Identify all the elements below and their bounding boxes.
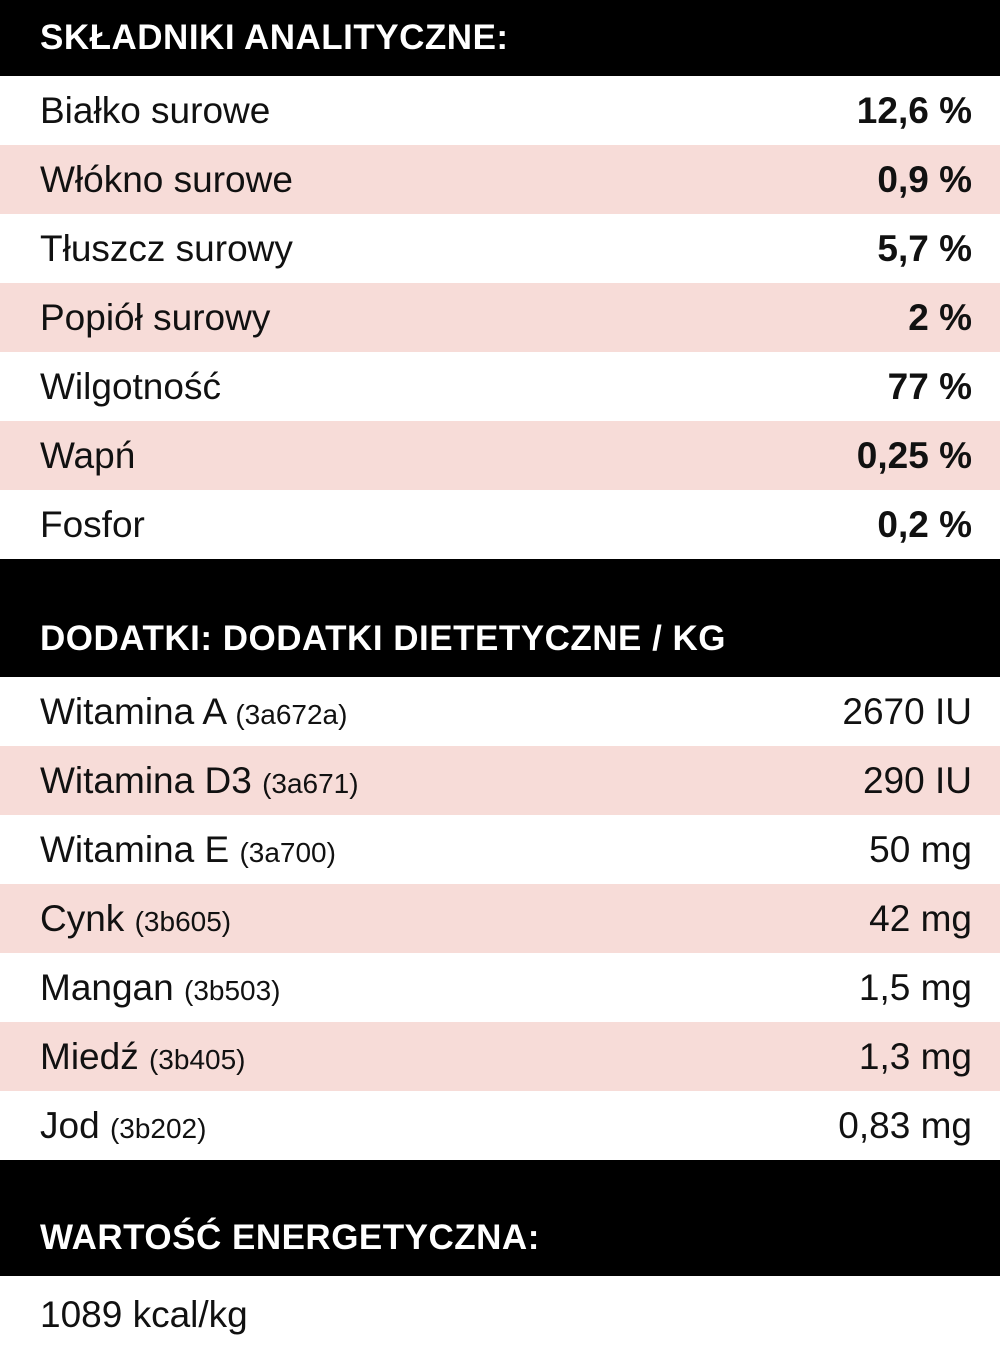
table-row (0, 815, 1000, 884)
row-label-code: (3b503) (184, 974, 281, 1006)
row-value: 1,5 mg (858, 966, 972, 1008)
row-label: Wilgotność (40, 365, 221, 407)
row-label (40, 691, 842, 733)
section-header-energy: WARTOŚĆ ENERGETYCZNA: (0, 1200, 1000, 1276)
row-label-text: Cynk (40, 897, 125, 939)
row-label (40, 967, 859, 1009)
table-row (0, 1022, 1000, 1091)
table-row (0, 953, 1000, 1022)
row-value: 12,6 % (856, 89, 972, 131)
row-label-text: Miedź (40, 1035, 139, 1077)
table-row (0, 421, 1000, 490)
table-row (0, 884, 1000, 953)
additives-table (0, 677, 1000, 1160)
analytical-table (0, 76, 1000, 559)
row-value: 0,25 % (856, 434, 972, 476)
row-value: 50 mg (869, 828, 972, 870)
row-label: Tłuszcz surowy (40, 227, 293, 269)
row-label-code: (3a672a) (235, 698, 348, 730)
row-value: 2670 IU (842, 690, 972, 732)
row-label (40, 1105, 838, 1147)
row-label: Wapń (40, 434, 136, 476)
row-label (40, 760, 863, 802)
row-value: 42 mg (869, 897, 972, 939)
row-label-code: (3a671) (262, 767, 359, 799)
row-value: 2 % (908, 296, 972, 338)
row-label: Popiół surowy (40, 296, 271, 338)
table-row (0, 145, 1000, 214)
row-label-code: (3b405) (148, 1043, 246, 1075)
row-label-text: Witamina E (40, 828, 230, 870)
table-row (0, 746, 1000, 815)
table-row (0, 1091, 1000, 1160)
row-label-code: (3b605) (134, 905, 232, 937)
row-value: 0,2 % (877, 503, 972, 545)
energy-value-row (0, 1276, 1000, 1354)
row-label: Włókno surowe (40, 158, 293, 200)
row-value: 1,3 mg (858, 1035, 972, 1077)
row-value: 290 IU (862, 759, 972, 801)
divider-band (0, 559, 1000, 601)
table-row (0, 76, 1000, 145)
row-value: 0,9 % (877, 158, 972, 200)
row-label-code: (3a700) (239, 836, 336, 868)
row-label-text: Mangan (40, 966, 174, 1008)
table-row (0, 352, 1000, 421)
section-header-analytical: SKŁADNIKI ANALITYCZNE: (0, 0, 1000, 76)
row-label-code: (3b202) (109, 1112, 207, 1144)
table-row (0, 214, 1000, 283)
row-label (40, 1036, 859, 1078)
row-label: Białko surowe (40, 89, 271, 131)
table-row (0, 677, 1000, 746)
row-label-text: Witamina D3 (40, 759, 252, 801)
row-value: 5,7 % (877, 227, 972, 269)
row-label (40, 829, 869, 871)
energy-value: 1089 kcal/kg (40, 1294, 248, 1335)
row-value: 0,83 mg (838, 1104, 972, 1146)
row-label (40, 898, 869, 940)
section-header-additives: DODATKI: DODATKI DIETETYCZNE / KG (0, 601, 1000, 677)
table-row (0, 283, 1000, 352)
row-label: Fosfor (40, 503, 145, 545)
row-value: 77 % (887, 365, 972, 407)
table-row (0, 490, 1000, 559)
row-label-text: Jod (40, 1104, 100, 1146)
row-label-text: Witamina A (40, 690, 226, 732)
divider-band (0, 1160, 1000, 1200)
